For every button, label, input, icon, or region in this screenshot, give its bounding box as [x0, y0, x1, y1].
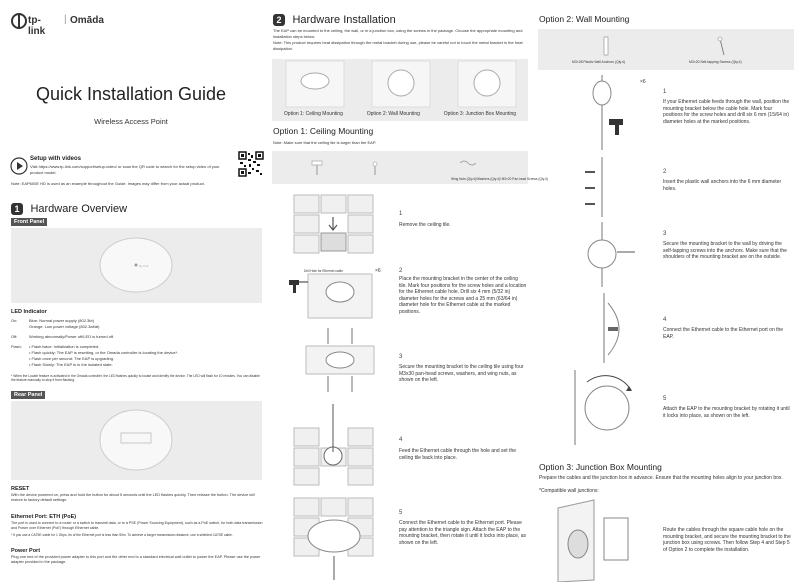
flash-quickly: • Flash quickly: The EAP is resetting, or the Omada controller is locating the device*. — [29, 350, 179, 355]
rear-panel-image — [11, 401, 262, 480]
option-3-caption: Option 3: Junction Box Mounting — [443, 111, 517, 117]
overview-heading — [11, 199, 127, 217]
wall-step4-number: 4 — [663, 317, 667, 323]
ceiling-step1-image — [292, 193, 377, 258]
ceiling-step4-number: 4 — [399, 437, 403, 443]
wall-step4-text: Connect the Ethernet cable to the Ethernet port on the EAP. — [663, 327, 784, 340]
led-title: LED Indicator — [11, 309, 47, 315]
wall-step5-image — [565, 370, 655, 445]
ceiling-step5-number: 5 — [399, 510, 403, 516]
wall-step1-number: 1 — [663, 89, 667, 95]
setup-video-heading: Setup with videos — [30, 156, 82, 162]
wall-step3-number: 3 — [663, 231, 667, 237]
ap-rear-icon — [11, 401, 262, 480]
ceiling-step3-number: 3 — [399, 354, 403, 360]
led-orange: Orange: Low power voltage (802.3af/at) — [29, 324, 100, 329]
drill-x6-label: ×6 — [375, 268, 381, 274]
page-title: Quick Installation Guide — [35, 84, 227, 104]
setup-video-text: Visit https://www.tp-link.com/support/setup-video/ or scan the QR code to search for the setup video of your product model. — [30, 164, 220, 175]
svg-text:tp-link: tp-link — [139, 264, 149, 268]
option-1-caption: Option 1: Ceiling Mounting — [283, 111, 343, 117]
junction-text: Route the cables through the square cable hole on the mounting bracket, and secure the mounting bracket to the junction box using screws. Then follow Step 4 and Step 5 of Option 2 to complete the installation. — [663, 527, 791, 553]
wall-part1: M3×28 Plastic Wall Anchors (Qty.4) — [572, 60, 626, 64]
junction-compat: *Compatible wall junctions: — [539, 488, 599, 494]
ceiling-step2-image — [288, 268, 383, 323]
wall-x6-label: ×6 — [640, 79, 646, 85]
installation-title: Hardware Installation — [292, 14, 396, 26]
ceiling-step2-number: 2 — [399, 268, 403, 274]
ceiling-title: Option 1: Ceiling Mounting — [273, 126, 374, 136]
wall-step4-image — [590, 293, 650, 363]
wall-step5-text: Attach the EAP to the mounting bracket by rotating it until it locks into place, as shown on the left. — [663, 406, 790, 419]
eth-text: The port is used to connect to a router or a switch to transmit data, or to a PSE (Power Sourcing Equipment), such as a PoE switch, for both data transmission and Power over Ethernet (PoE) through Ethernet cable. — [11, 521, 263, 530]
led-off-label: Off: — [11, 334, 18, 339]
flash-slowly: • Flash Slowly: The EAP is in the isolated state. — [29, 362, 113, 367]
reset-title: RESET — [11, 486, 30, 492]
play-icon — [10, 157, 28, 175]
led-on-label: On: — [11, 318, 18, 323]
flash-once: • Flash once per second: The EAP is upgrading. — [29, 356, 115, 361]
ceiling-step4-text: Feed the Ethernet cable through the hole and set the ceiling tile back into place. — [399, 448, 517, 461]
wall-step2-text: Insert the plastic wall anchors into the 6 mm diameter holes. — [663, 179, 782, 192]
wall-step1-image — [565, 75, 655, 150]
wall-title: Option 2: Wall Mounting — [539, 14, 630, 24]
ceiling-parts-caption: Wing Nuts (Qty.4)/Washers (Qty.4)/ M3×20 Pan-head Screws (Qty.4) — [451, 177, 548, 181]
wall-part2: M3×20 Self-tapping Screws (Qty.4) — [689, 60, 742, 64]
junction-title: Option 3: Junction Box Mounting — [539, 462, 662, 472]
power-text: Plug one end of the provided power adapter to this port and the other end to a standard electrical wall outlet to power the EAP. Please use the power adapter provided in the package. — [11, 555, 261, 564]
led-blue: Blue: Normal power supply (802.3bt) — [29, 318, 94, 323]
omada-name: Omāda — [70, 15, 104, 26]
installation-intro: The EAP can be mounted to the ceiling, the wall, or in a junction box, using the screws in the package. Choose the appropriate mounting and installation steps below. — [273, 28, 523, 39]
front-panel-label: Front Panel — [11, 218, 47, 226]
eth-title: Ethernet Port: ETH (PoE) — [11, 514, 77, 520]
options-captions — [272, 111, 528, 117]
led-off-text: Working abnormally/Power off/LED is turned off. — [29, 334, 115, 339]
ceiling-step1-text: Remove the ceiling tile. — [399, 222, 451, 228]
wall-step3-image — [565, 222, 655, 287]
overview-number: 1 — [11, 203, 23, 215]
installation-note: Note: This product requires heat dissipation through the metal bracket during use, please be careful not to touch the metal bracket in the heat dissipation. — [273, 40, 523, 51]
wall-step1-text: If your Ethernet cable feeds through the wall, position the mounting bracket below the cable hole. Mark four positions for the screw holes and drill six 6 mm (15/64 in) diameter holes at the marked positions. — [663, 99, 790, 125]
front-panel-image — [11, 228, 262, 303]
ceiling-step3-image — [300, 326, 380, 394]
ceiling-step4-image — [292, 402, 377, 487]
ceiling-step1-number: 1 — [399, 211, 403, 217]
flash-label: Flash: — [11, 344, 22, 349]
wall-step5-number: 5 — [663, 396, 667, 402]
note-top: Note: EAP600E HD is used as an example throughout the Guide. Images may differ from your actual product. — [11, 181, 205, 186]
wall-step3-text: Secure the mounting bracket to the wall by driving the self-tapping screws into the anchors. Make sure that the shoulders of the mounting bracket are on the outside. — [663, 241, 787, 260]
brand-name: tp-link — [28, 15, 46, 37]
ceiling-step3-text: Secure the mounting bracket to the ceiling tile using four M3x30 pan-head screws, washers, and wing nuts, as shown on the left. — [399, 364, 524, 383]
power-title: Power Port — [11, 548, 41, 554]
flash-twice: • Flash twice: Initialization is completed. — [29, 344, 100, 349]
wall-step2-number: 2 — [663, 169, 667, 175]
led-footnote: * When the Locate feature is activated in the Omada controller, the LED flashes quickly to locate and identify the device. The LED will flash for 10 minutes. You can disable the feature manually to stop it from flashing. — [11, 374, 260, 383]
ap-front-icon — [11, 228, 262, 303]
drill-hole-label: Drill Hole for Ethernet cable — [304, 269, 343, 273]
ceiling-step5-image — [292, 496, 377, 581]
ceiling-step5-text: Connect the Ethernet cable to the Ethernet port. Please pay attention to the triangle sign. Attach the EAP to the mounting bracket, then rotate it until it locks into place, as shown on the left. — [399, 520, 527, 546]
installation-number: 2 — [273, 14, 285, 26]
junction-intro: Prepare the cables and the junction box in advance. Ensure that the mounting holes align to your junction box. — [539, 475, 783, 481]
reset-text: With the device powered on, press and hold the button for about 5 seconds until the LED flashes quickly. Then release the button. The device will restore to factory default settings. — [11, 493, 255, 502]
rear-panel-label: Rear Panel — [11, 391, 45, 399]
installation-heading — [273, 10, 396, 28]
option-2-caption: Option 2: Wall Mounting — [366, 111, 420, 117]
ceiling-note: Note: Make sure that the ceiling tile is larger than the EAP. — [273, 140, 377, 145]
page-subtitle: Wireless Access Point — [94, 117, 168, 126]
wall-step2-image — [565, 157, 655, 217]
junction-box-image — [548, 498, 648, 582]
eth-note: * If you use a CAT5E cable for 1 Gbps, its of the Ethernet port is less than 50m. To achieve a longer transmission distance, use a shielded CAT5E cable. — [11, 533, 233, 537]
ceiling-step2-text: Place the mounting bracket in the center of the ceiling tile. Mark four positions for the screw holes and a location for the Ethernet cable hole. Drill six 4 mm (5/32 in) diameter holes for the screws and a 25 mm (63/64 in) diameter hole for the Ethernet cable at the marked positions. — [399, 276, 527, 315]
overview-title: Hardware Overview — [30, 203, 128, 215]
qr-code-icon[interactable] — [238, 151, 264, 177]
